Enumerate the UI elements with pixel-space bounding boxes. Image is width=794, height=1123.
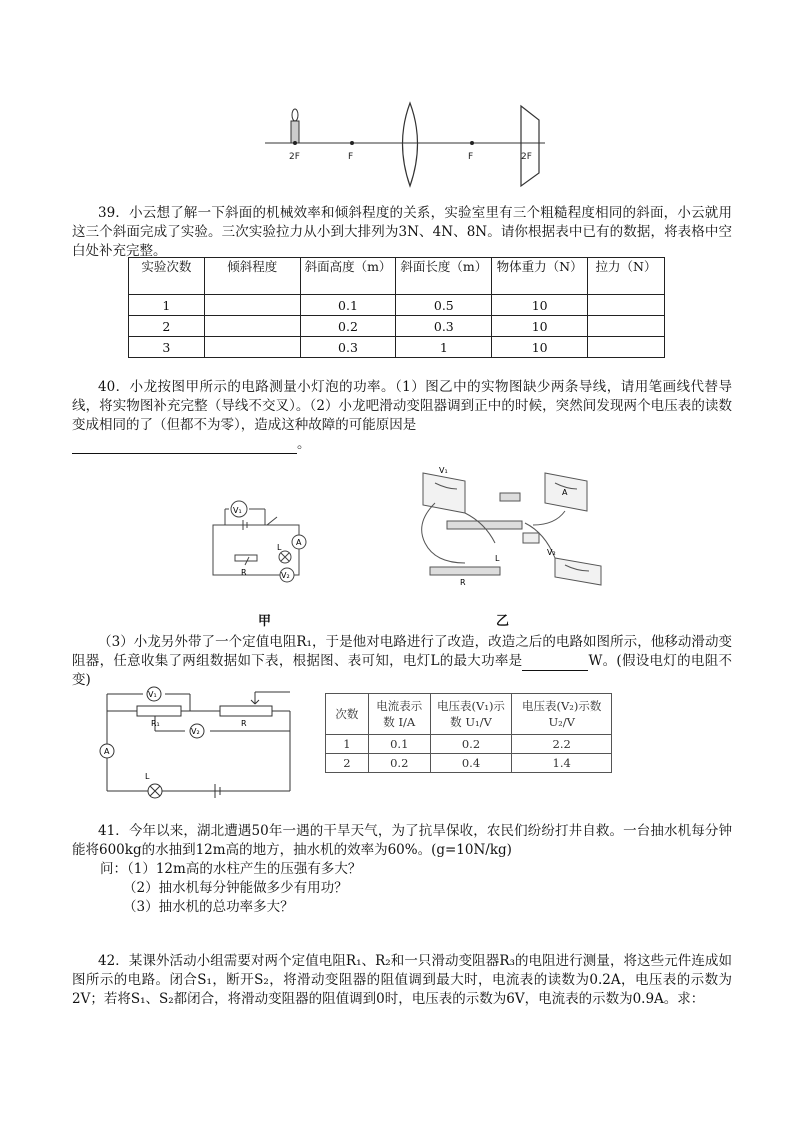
focal-point-f-right: [470, 141, 474, 145]
table-row: [326, 735, 612, 754]
table-cell: 1: [396, 337, 492, 358]
label-2f-right: 2F: [521, 152, 532, 162]
q40-data-table: [325, 693, 612, 773]
table-cell: 2.2: [512, 735, 612, 754]
header-cell: 物体重力（N）: [492, 258, 588, 295]
blank-cell: [588, 295, 665, 316]
rheostat-r: [235, 555, 257, 561]
label-l-mod: L: [145, 772, 150, 781]
label-v2-mod: V₂: [191, 727, 200, 736]
focal-point-f-left: [350, 141, 354, 145]
blank-cell: [204, 316, 300, 337]
lens-diagram: [255, 98, 555, 190]
label-f-left: F: [348, 152, 354, 162]
table-cell: 0.5: [396, 295, 492, 316]
caption-yi: 乙: [496, 614, 510, 629]
table-cell: 0.2: [300, 316, 396, 337]
label-a-mod: A: [104, 747, 110, 756]
label-v1: V₁: [233, 506, 242, 515]
q39-text: 39．小云想了解一下斜面的机械效率和倾斜程度的关系，实验室里有三个粗糙程度相同的斜面，小云就用这三个斜面完成了实验。三次实验拉力从小到大排列为3N、4N、8N。请你根据表中已有的数据，将表格中空白处补充完整。: [72, 205, 732, 259]
q40-text: 40．小龙按图甲所示的电路测量小灯泡的功率。（1）图乙中的实物图缺少两条导线，请用笔画线代替导线，将实物图补充完整（导线不交叉）。（2）小龙吧滑动变阻器调到正中的时候，突然间发现两个电压表的读数变成相同的了（但都不为零），造成这种故障的可能原因是 。: [72, 379, 732, 452]
table-cell: 0.2: [430, 735, 512, 754]
q41-ask-3: （3）抽水机的总功率多大？: [123, 899, 294, 915]
label-r1: R₁: [151, 719, 160, 728]
focal-point-2f-left: [293, 141, 297, 145]
label-a: A: [296, 538, 302, 547]
answer-blank[interactable]: [72, 439, 297, 454]
label-f-right: F: [468, 152, 474, 162]
label-a-yi: A: [562, 488, 568, 497]
caption-jia: 甲: [258, 614, 272, 629]
table-cell: 2: [129, 316, 205, 337]
blank-cell: [204, 337, 300, 358]
header-cell: 斜面高度（m）: [300, 258, 396, 295]
blank-cell: [204, 295, 300, 316]
header-cell: 倾斜程度: [204, 258, 300, 295]
rheostat-r: [220, 706, 272, 716]
label-v1-yi: V₁: [439, 466, 448, 475]
table-row: [129, 316, 665, 337]
q40-part3-text: （3）小龙另外带了一个定值电阻R₁，于是他对电路进行了改造，改造之后的电路如图所示，他移动滑动变阻器，任意收集了两组数据如下表，根据图、表可知，电灯L的最大功率是 W。(假设电灯的电阻不变): [72, 634, 732, 688]
table-header-row: [326, 694, 612, 735]
apparatus-diagram-yi: [405, 463, 620, 588]
q42-text: 42．某课外活动小组需要对两个定值电阻R₁、R₂和一只滑动变阻器R₃的电阻进行测量，将这些元件连成如图所示的电路。闭合S₁，断开S₂，将滑动变阻器的阻值调到最大时，电流表的读数为0.2A，电压表的示数为2V；若将S₁、S₂都闭合，将滑动变阻器的阻值调到0时，电压表的示数为6V，电流表的示数为0.9A。求：: [72, 953, 732, 1007]
table-cell: 1.4: [512, 754, 612, 773]
table-cell: 3: [129, 337, 205, 358]
header-cell: 电压表(V₁)示数 U₁/V: [430, 694, 512, 735]
q41-ask-2: （2）抽水机每分钟能做多少有用功？: [123, 880, 348, 896]
table-cell: 0.2: [368, 754, 430, 773]
blank-cell: [588, 337, 665, 358]
table-header-row: [129, 258, 665, 295]
table-cell: 10: [492, 295, 588, 316]
header-cell: 电流表示数 I/A: [368, 694, 430, 735]
label-r: R: [241, 568, 247, 577]
table-row: [129, 295, 665, 316]
blank-cell: [588, 316, 665, 337]
label-l: L: [277, 543, 282, 552]
table-cell: 10: [492, 316, 588, 337]
light-screen: [521, 106, 539, 186]
candle-icon: [291, 109, 299, 143]
q41-text: 41．今年以来，湖北遭遇50年一遇的干旱天气，为了抗旱保收，农民们纷纷打井自救。一台抽水机每分钟能将600kg的水抽到12m高的地方，抽水机的效率为60%。(g=10N/kg): [72, 823, 732, 858]
convex-lens: [403, 103, 418, 186]
table-cell: 0.3: [300, 337, 396, 358]
label-r-yi: R: [460, 578, 466, 587]
label-v2-yi: V₂: [547, 548, 556, 557]
header-cell: 拉力（N）: [588, 258, 665, 295]
answer-blank-power[interactable]: [522, 656, 588, 671]
table-cell: 2: [326, 754, 369, 773]
table-cell: 0.4: [430, 754, 512, 773]
header-cell: 次数: [326, 694, 369, 735]
circuit-diagram-modified: [95, 686, 300, 806]
label-v2: V₂: [281, 571, 290, 580]
circuit-diagram-jia: [205, 495, 315, 587]
resistor-r1: [137, 706, 181, 716]
end-mark: 。: [297, 436, 311, 452]
label-r-mod: R: [241, 719, 247, 728]
table-cell: 0.3: [396, 316, 492, 337]
table-row: [129, 337, 665, 358]
table-row: [326, 754, 612, 773]
header-cell: 斜面长度（m）: [396, 258, 492, 295]
table-cell: 1: [326, 735, 369, 754]
label-2f-left: 2F: [289, 152, 300, 162]
header-cell: 实验次数: [129, 258, 205, 295]
table-cell: 0.1: [368, 735, 430, 754]
table-cell: 1: [129, 295, 205, 316]
q39-table: [128, 257, 665, 358]
table-cell: 10: [492, 337, 588, 358]
q41-ask-1: 问：（1）12m高的水柱产生的压强有多大？: [100, 861, 362, 877]
header-cell: 电压表(V₂)示数 U₂/V: [512, 694, 612, 735]
table-cell: 0.1: [300, 295, 396, 316]
label-v1-mod: V₁: [148, 690, 157, 699]
label-l-yi: L: [495, 554, 500, 563]
